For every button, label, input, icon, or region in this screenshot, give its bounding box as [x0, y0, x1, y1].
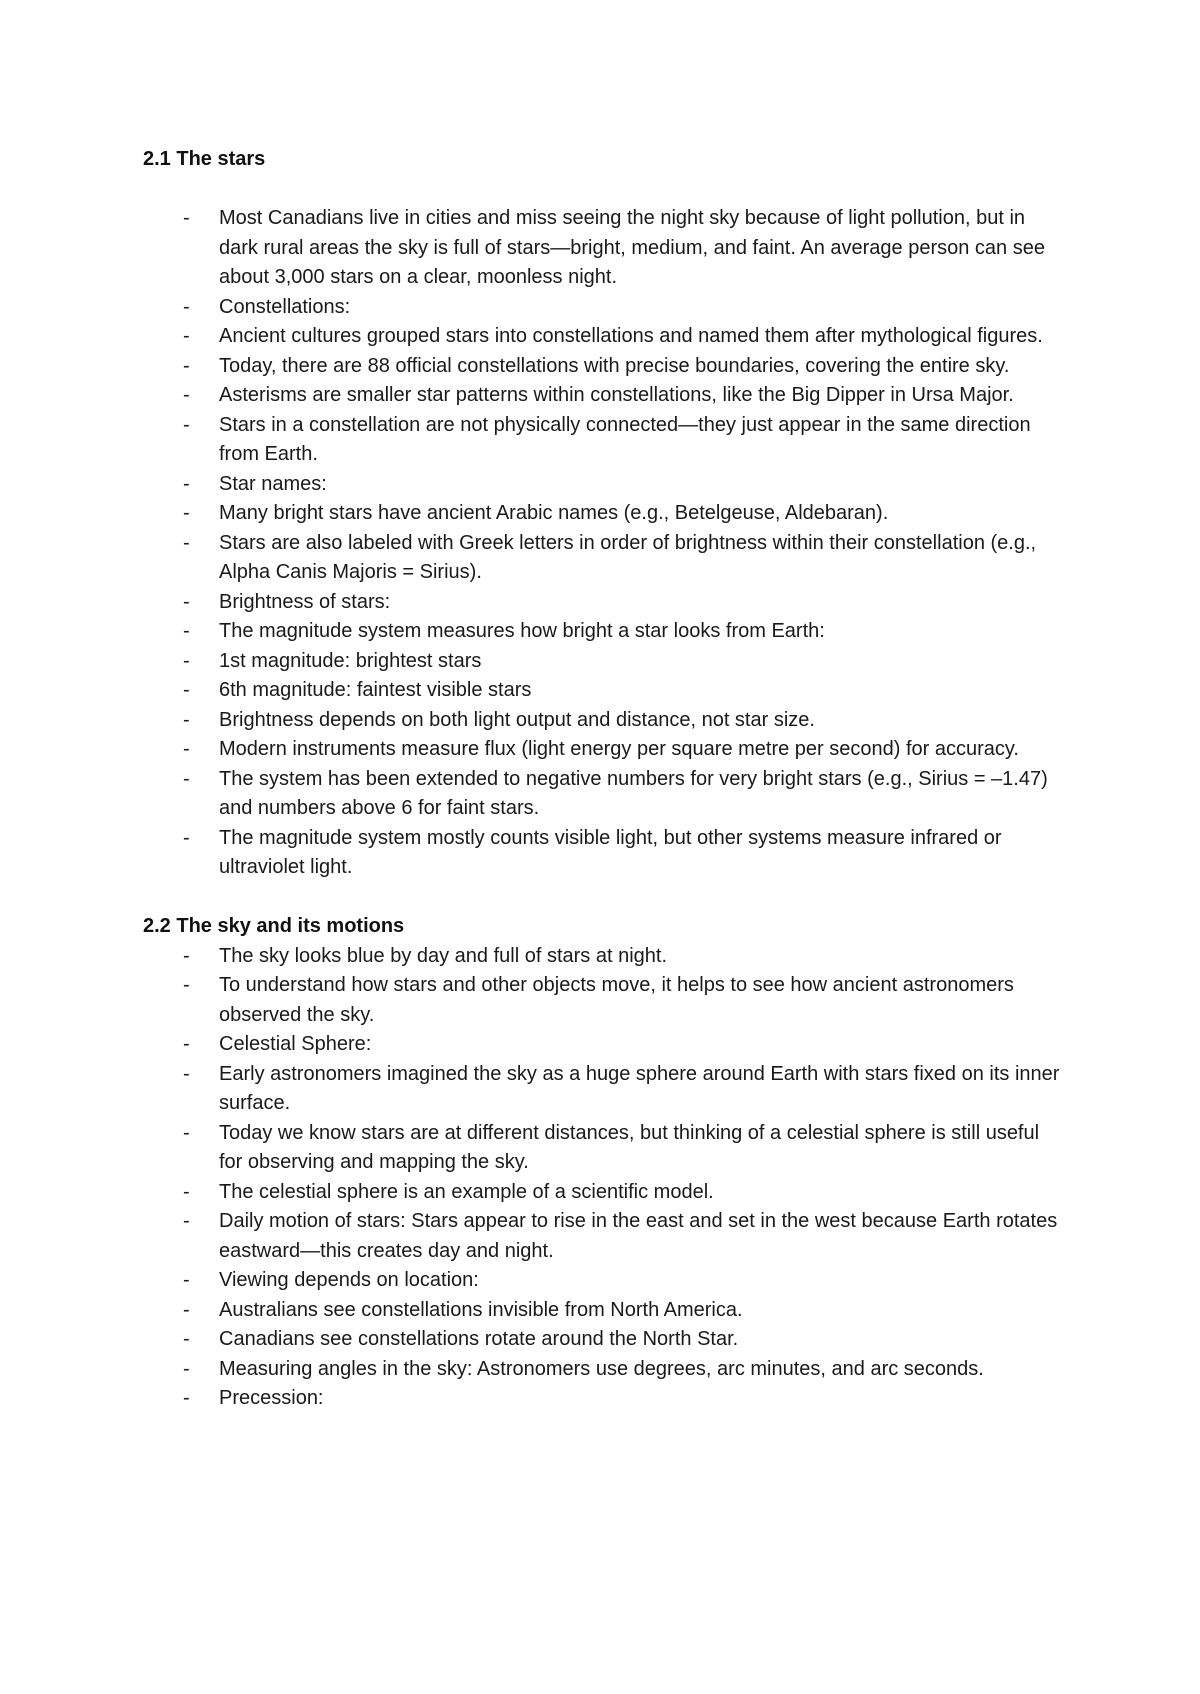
bullet-marker: -	[183, 531, 190, 554]
list-item-text: Canadians see constellations rotate around the North Star.	[219, 1328, 739, 1350]
list-item-text: Stars in a constellation are not physically connected—they just appear in the same direction from Earth.	[219, 413, 1031, 465]
list-item-text: The system has been extended to negative numbers for very bright stars (e.g., Sirius = –1.47) and numbers above 6 for faint stars.	[219, 767, 1048, 819]
section-heading-sky-motions: 2.2 The sky and its motions	[143, 915, 405, 937]
list-item	[143, 765, 1063, 824]
list-item-text: The magnitude system measures how bright a star looks from Earth:	[219, 620, 825, 642]
list-item	[143, 971, 1063, 1030]
bullet-marker: -	[183, 1357, 190, 1380]
list-item	[143, 1178, 1063, 1208]
bullet-marker: -	[183, 1328, 190, 1350]
bullet-marker: -	[183, 1180, 190, 1203]
bullet-marker: -	[183, 325, 190, 347]
bullet-marker: -	[183, 826, 190, 849]
list-item-text: 1st magnitude: brightest stars	[219, 649, 482, 672]
bullet-marker: -	[183, 207, 190, 229]
list-item	[143, 1384, 1063, 1414]
list-item-text: Constellations:	[219, 295, 351, 318]
list-item	[143, 676, 1063, 706]
list-item	[143, 470, 1063, 500]
list-item-text: Measuring angles in the sky: Astronomers use degrees, arc minutes, and arc seconds.	[219, 1357, 984, 1380]
bullet-marker: -	[183, 708, 190, 731]
list-item	[143, 824, 1063, 883]
list-item-text: Most Canadians live in cities and miss seeing the night sky because of light pollution, but in dark rural areas the sky is full of stars—bright, medium, and faint. An average person can see about 3,000 stars on a clear, moonless night.	[219, 207, 1045, 288]
list-item	[143, 381, 1063, 411]
list-item-text: Many bright stars have ancient Arabic names (e.g., Betelgeuse, Aldebaran).	[219, 502, 889, 524]
list-item-text: Viewing depends on location:	[219, 1269, 479, 1291]
bullet-marker: -	[183, 679, 190, 701]
bullet-marker: -	[183, 590, 190, 613]
list-item	[143, 588, 1063, 618]
list-item	[143, 1060, 1063, 1119]
bullet-marker: -	[183, 944, 190, 967]
bullet-marker: -	[183, 738, 190, 760]
list-item	[143, 1030, 1063, 1060]
list-item	[143, 1296, 1063, 1326]
list-item	[143, 647, 1063, 677]
bullet-list-stars	[143, 204, 1063, 883]
list-item-text: Ancient cultures grouped stars into constellations and named them after mythological figures.	[219, 325, 1043, 347]
list-item-text: Early astronomers imagined the sky as a huge sphere around Earth with stars fixed on its inner surface.	[219, 1062, 1060, 1114]
list-item	[143, 499, 1063, 529]
list-item-text: Precession:	[219, 1387, 324, 1409]
bullet-marker: -	[183, 649, 190, 672]
bullet-marker: -	[183, 1387, 190, 1409]
list-item-text: Celestial Sphere:	[219, 1033, 372, 1055]
list-item	[143, 617, 1063, 647]
list-item-text: Brightness depends on both light output and distance, not star size.	[219, 708, 815, 731]
list-item-text: To understand how stars and other objects move, it helps to see how ancient astronomers observed the sky.	[219, 974, 1014, 1026]
list-item	[143, 1266, 1063, 1296]
list-item-text: The celestial sphere is an example of a scientific model.	[219, 1180, 714, 1203]
bullet-marker: -	[183, 502, 190, 524]
list-item	[143, 942, 1063, 972]
list-item	[143, 1207, 1063, 1266]
section-heading-stars: 2.1 The stars	[143, 148, 266, 170]
bullet-marker: -	[183, 1298, 190, 1321]
list-item	[143, 352, 1063, 382]
bullet-marker: -	[183, 354, 190, 377]
list-item	[143, 411, 1063, 470]
list-item-text: Modern instruments measure flux (light energy per square metre per second) for accuracy.	[219, 738, 1019, 760]
bullet-marker: -	[183, 472, 190, 495]
bullet-marker: -	[183, 1062, 190, 1085]
list-item	[143, 706, 1063, 736]
document-content	[143, 145, 1063, 1414]
bullet-marker: -	[183, 413, 190, 436]
bullet-marker: -	[183, 1269, 190, 1291]
list-item-text: Today we know stars are at different distances, but thinking of a celestial sphere is still useful for observing and mapping the sky.	[219, 1121, 1040, 1173]
list-item-text: Stars are also labeled with Greek letters in order of brightness within their constellation (e.g., Alpha Canis Majoris = Sirius).	[219, 531, 1037, 583]
list-item-text: Brightness of stars:	[219, 590, 391, 613]
list-item-text: Asterisms are smaller star patterns within constellations, like the Big Dipper in Ursa Major.	[219, 384, 1014, 406]
bullet-marker: -	[183, 1121, 190, 1144]
list-item	[143, 204, 1063, 293]
list-item	[143, 293, 1063, 323]
list-item-text: The sky looks blue by day and full of stars at night.	[219, 944, 668, 967]
bullet-marker: -	[183, 767, 190, 790]
bullet-marker: -	[183, 974, 190, 996]
list-item	[143, 735, 1063, 765]
list-item-text: Today, there are 88 official constellations with precise boundaries, covering the entire sky.	[219, 354, 1010, 377]
bullet-marker: -	[183, 1210, 190, 1232]
list-item	[143, 529, 1063, 588]
list-item	[143, 1325, 1063, 1355]
list-item-text: Star names:	[219, 472, 327, 495]
list-item	[143, 1355, 1063, 1385]
bullet-marker: -	[183, 1033, 190, 1055]
list-item-text: Australians see constellations invisible from North America.	[219, 1298, 743, 1321]
bullet-marker: -	[183, 620, 190, 642]
list-item-text: The magnitude system mostly counts visible light, but other systems measure infrared or ultraviolet light.	[219, 826, 1002, 878]
bullet-marker: -	[183, 295, 190, 318]
bullet-marker: -	[183, 384, 190, 406]
list-item	[143, 1119, 1063, 1178]
bullet-list-sky-motions	[143, 942, 1063, 1414]
list-item-text: 6th magnitude: faintest visible stars	[219, 679, 532, 701]
list-item-text: Daily motion of stars: Stars appear to rise in the east and set in the west because Earth rotates eastward—this creates day and night.	[219, 1210, 1058, 1262]
list-item	[143, 322, 1063, 352]
